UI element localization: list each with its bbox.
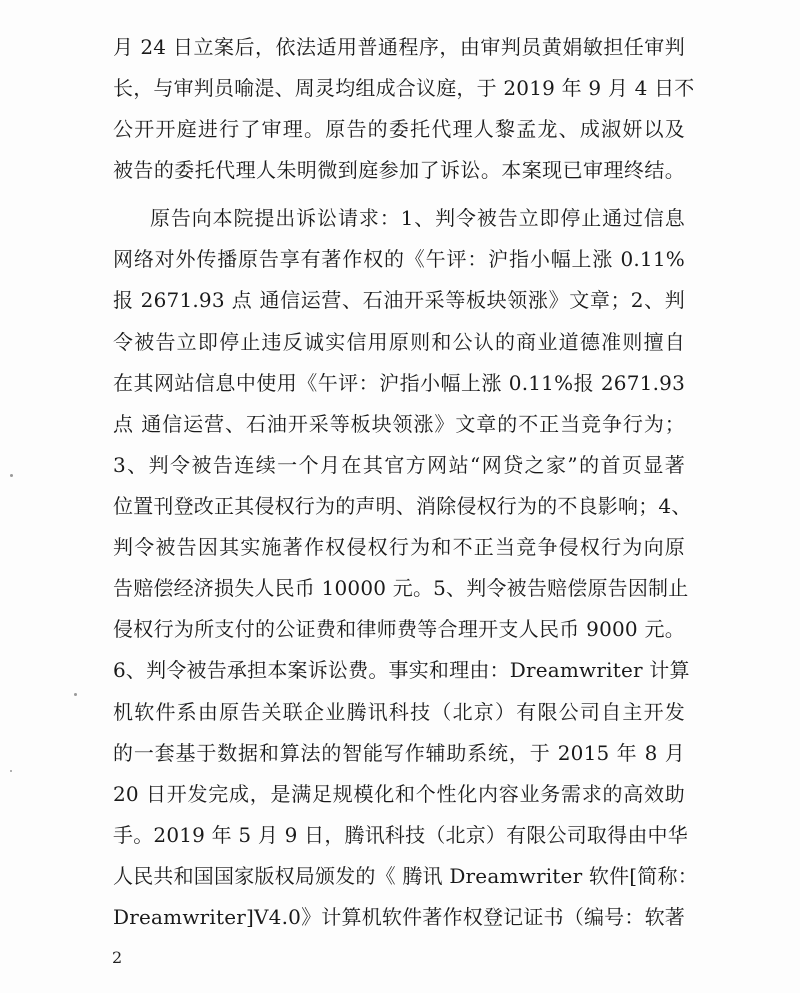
- page-number: 2: [112, 948, 123, 967]
- paragraph-1-line-4: 被告的委托代理人朱明微到庭参加了诉讼。本案现已审理终结。: [113, 158, 685, 182]
- paragraph-2-line-2: 网络对外传播原告享有著作权的《午评：沪指小幅上涨 0.11%: [113, 247, 685, 271]
- scan-speck: [74, 693, 77, 696]
- paragraph-2-line-13: 机软件系由原告关联企业腾讯科技（北京）有限公司自主开发: [113, 700, 685, 724]
- scan-speck: [10, 770, 12, 772]
- paragraph-2-line-18: Dreamwriter]V4.0》计算机软件著作权登记证书（编号：软著: [113, 905, 685, 929]
- paragraph-1-line-1: 月 24 日立案后，依法适用普通程序，由审判员黄娟敏担任审判: [113, 35, 685, 59]
- paragraph-2-line-12: 6、判令被告承担本案诉讼费。事实和理由：Dreamwriter 计算: [113, 658, 690, 682]
- paragraph-2-line-4: 令被告立即停止违反诚实信用原则和公认的商业道德准则擅自: [113, 330, 685, 354]
- paragraph-2-line-8: 位置刊登改正其侵权行为的声明、消除侵权行为的不良影响；4、: [113, 494, 692, 518]
- paragraph-2-line-14: 的一套基于数据和算法的智能写作辅助系统，于 2015 年 8 月: [113, 741, 685, 765]
- paragraph-2-line-1: 原告向本院提出诉讼请求：1、判令被告立即停止通过信息: [150, 206, 685, 230]
- paragraph-2-line-7: 3、判令被告连续一个月在其官方网站“网贷之家”的首页显著: [113, 453, 685, 477]
- paragraph-1-line-2: 长，与审判员喻湜、周灵均组成合议庭，于 2019 年 9 月 4 日不: [113, 76, 695, 100]
- paragraph-2-line-3: 报 2671.93 点 通信运营、石油开采等板块领涨》文章；2、判: [113, 288, 685, 312]
- paragraph-2-line-10: 告赔偿经济损失人民币 10000 元。5、判令被告赔偿原告因制止: [113, 576, 689, 600]
- paragraph-1-line-3: 公开开庭进行了审理。原告的委托代理人黎孟龙、成淑妍以及: [113, 117, 685, 141]
- paragraph-2-line-5: 在其网站信息中使用《午评：沪指小幅上涨 0.11%报 2671.93: [113, 371, 685, 395]
- paragraph-2-line-11: 侵权行为所支付的公证费和律师费等合理开支人民币 9000 元。: [113, 617, 685, 641]
- paragraph-2-line-9: 判令被告因其实施著作权侵权行为和不正当竞争侵权行为向原: [113, 535, 685, 559]
- scan-speck: [10, 474, 13, 477]
- paragraph-2-line-15: 20 日开发完成，是满足规模化和个性化内容业务需求的高效助: [113, 782, 685, 806]
- paragraph-2-line-16: 手。2019 年 5 月 9 日，腾讯科技（北京）有限公司取得由中华: [113, 823, 688, 847]
- paragraph-2-line-6: 点 通信运营、石油开采等板块领涨》文章的不正当竞争行为；: [113, 412, 685, 436]
- paragraph-2-line-17: 人民共和国国家版权局颁发的《 腾讯 Dreamwriter 软件[简称：: [113, 864, 698, 888]
